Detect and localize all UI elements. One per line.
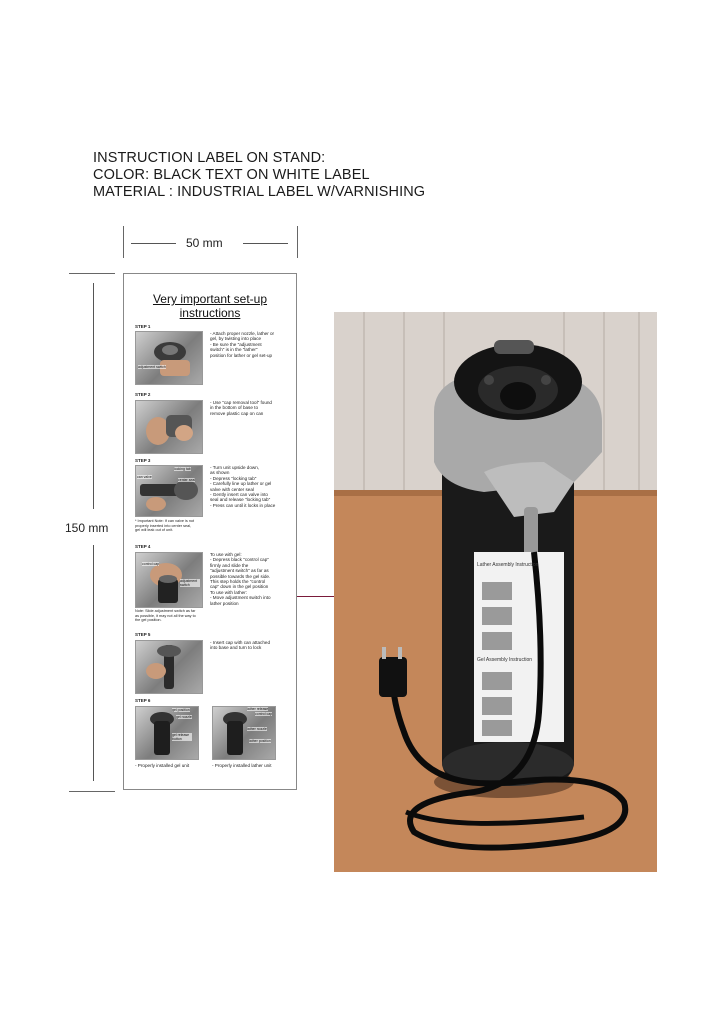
- step-1-title: STEP 1: [135, 324, 151, 329]
- step-6-label-control-cap: control cap: [255, 712, 273, 716]
- step-6-label-gel-position: gel position: [172, 708, 190, 712]
- step-2-text: - Use "cap removal tool" found in the bottom of base to remove plastic cap on can: [210, 400, 272, 416]
- step-4-label-control-cap: control cap: [142, 562, 160, 566]
- step-3-label-can-valve: can valve: [137, 475, 152, 479]
- step-3-label-center-seal: center seal: [178, 478, 196, 482]
- width-line-left: [131, 243, 176, 244]
- step-1-text: - Attach proper nozzle, lather or gel, by twisting into place - Be sure the "adjustment switch" is in the "lather" position for lather or gel set-up: [210, 331, 275, 358]
- height-line-top: [93, 283, 94, 509]
- height-tick-bottom: [69, 791, 115, 792]
- step-4-text: To use with gel: - Depress black "control cap" firmly and slide the "adjustment switch" as far as possible towards the gel side. This step holds the "control cap" down in the gel position To use with lather: - Move adjustment switch into lather position: [210, 552, 271, 606]
- height-tick-top: [69, 273, 115, 274]
- step-6-label-lather-release: lather release: [247, 707, 269, 711]
- step-3-label-locking-tab: locking tab: [174, 467, 191, 471]
- height-dimension: 150 mm: [65, 521, 109, 535]
- step-6-photo-gel: [135, 706, 199, 760]
- step-4-photo: [135, 552, 203, 608]
- step-4-title: STEP 4: [135, 544, 151, 549]
- width-tick-left: [123, 226, 124, 258]
- step-1-photo-label: adjustment switch: [138, 365, 166, 369]
- step-6-title: STEP 6: [135, 698, 151, 703]
- width-dimension: 50 mm: [186, 236, 223, 250]
- header-line-2: COLOR: BLACK TEXT ON WHITE LABEL: [93, 167, 370, 183]
- step-6-label-gel-nozzle: gel nozzle: [176, 715, 192, 719]
- step-3-photo: [135, 465, 203, 517]
- step-5-photo: [135, 640, 203, 694]
- step-6-caption-lather: - Properly installed lather unit: [212, 763, 272, 768]
- step-2-title: STEP 2: [135, 392, 151, 397]
- step-2-photo: [135, 400, 203, 454]
- step-4-label-adjustment-switch: adjustment switch: [180, 579, 200, 587]
- step-6-label-gel-release: gel release button: [172, 733, 192, 741]
- width-line-right: [243, 243, 288, 244]
- step-6-label-lather-position: lather position: [249, 739, 271, 743]
- step-6-caption-gel: - Properly installed gel unit: [135, 763, 190, 768]
- step-3-title: STEP 3: [135, 458, 151, 463]
- step-6-photo-lather: [212, 706, 276, 760]
- instruction-header: [93, 150, 425, 201]
- width-tick-right: [297, 226, 298, 258]
- instruction-label: [123, 273, 297, 790]
- product-label-top-text: Lather Assembly Instruction: [477, 562, 539, 568]
- step-5-text: - Insert cap with can attached into base and turn to lock: [210, 640, 271, 651]
- step-3-text: - Turn unit upside down, as shown - Depress "locking tab" - Carefully line up lather or gel valve with center seal - Gently insert can valve into seal and release "locking tab" - Press can until it locks in place: [210, 465, 276, 508]
- step-4-note: Note: Slide adjustment switch as far as possible, it may not all the way to the gel position.: [135, 609, 196, 623]
- label-title-line-1: Very important set-up: [152, 292, 268, 306]
- step-3-note: * Important Note: If can valve is not properly inserted into center seal, gel will leak out of unit.: [135, 519, 195, 533]
- height-line-bottom: [93, 545, 94, 781]
- step-5-title: STEP 5: [135, 632, 151, 637]
- product-photo: [334, 312, 657, 872]
- step-6-label-lather-nozzle: lather nozzle: [247, 727, 267, 731]
- label-title-line-2: instructions: [179, 306, 241, 320]
- header-line-1: INSTRUCTION LABEL ON STAND:: [93, 150, 326, 166]
- header-line-3: MATERIAL : INDUSTRIAL LABEL W/VARNISHING: [93, 184, 426, 200]
- step-1-photo: [135, 331, 203, 385]
- product-label-middle-text: Gel Assembly Instruction: [477, 657, 533, 663]
